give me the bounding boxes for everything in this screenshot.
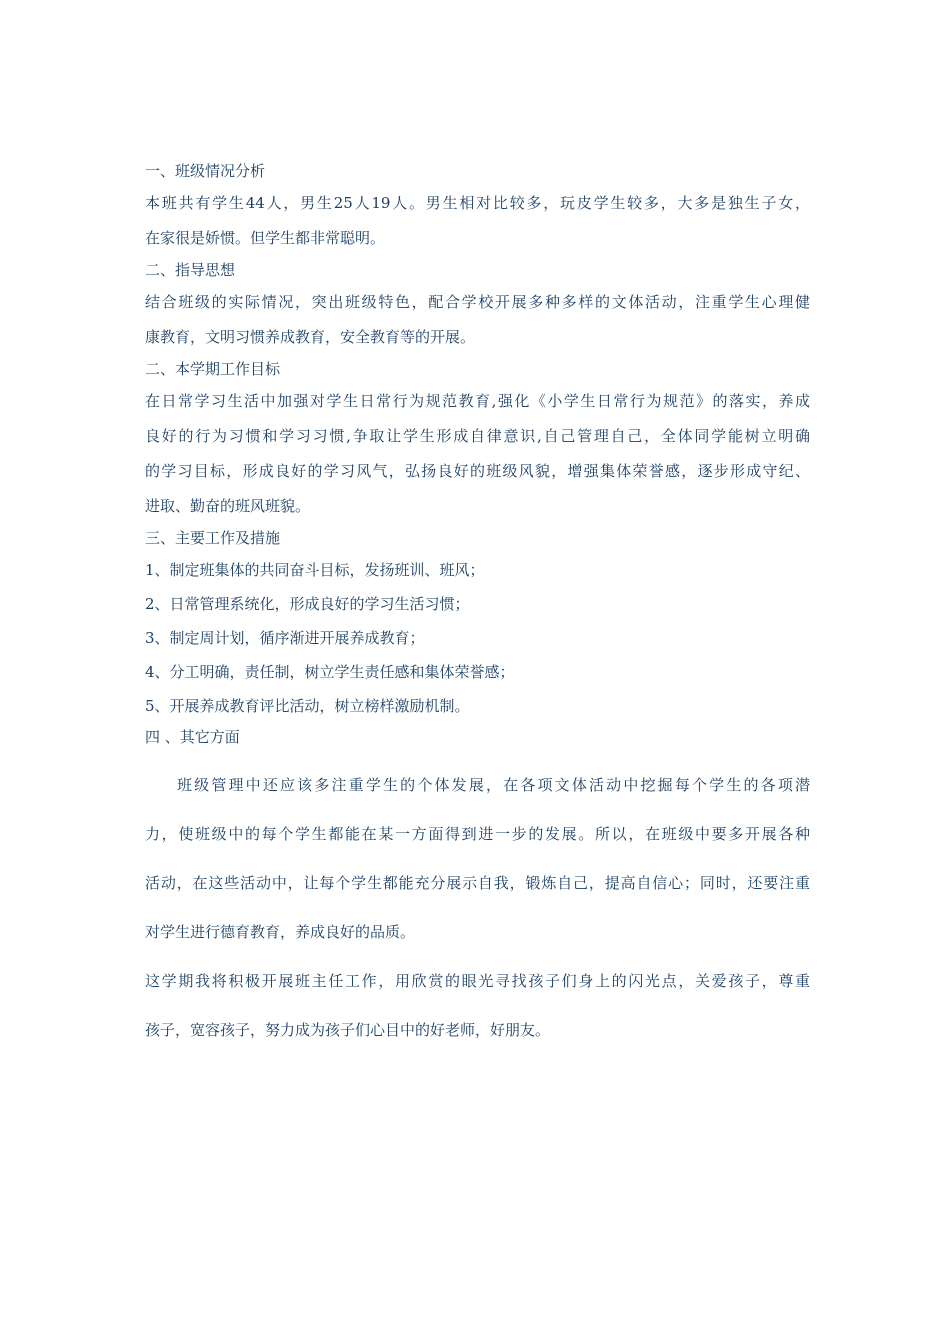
paragraph-line: 在家很是娇惯。但学生都非常聪明。 [145,229,386,247]
list-item: 1、制定班集体的共同奋斗目标，发扬班训、班风； [145,561,485,579]
closing-line: 孩子，宽容孩子，努力成为孩子们心目中的好老师，好朋友。 [145,1021,551,1039]
list-item: 2、日常管理系统化，形成良好的学习生活习惯； [145,595,470,613]
document-page [145,157,810,1055]
list-item: 5、开展养成教育评比活动，树立榜样激励机制。 [145,697,470,715]
section-heading-main-work: 三、主要工作及措施 [145,529,281,547]
paragraph-line: 结合班级的实际情况，突出班级特色，配合学校开展多种多样的文体活动，注重学生心理健 [145,293,810,311]
section-heading-class-analysis: 一、班级情况分析 [145,162,266,180]
list-item: 3、制定周计划，循序渐进开展养成教育； [145,629,425,647]
paragraph-line: 康教育，文明习惯养成教育，安全教育等的开展。 [145,328,476,346]
paragraph-line: 进取、勤奋的班风班貌。 [145,497,311,515]
section-heading-semester-goals: 二、本学期工作目标 [145,360,281,378]
section-heading-other-aspects: 四 、其它方面 [145,728,240,746]
paragraph-line: 班级管理中还应该多注重学生的个体发展，在各项文体活动中挖掘每个学生的各项潜 [177,776,810,794]
paragraph-line: 对学生进行德育教育，养成良好的品质。 [145,923,416,941]
paragraph-line: 活动，在这些活动中，让每个学生都能充分展示自我，锻炼自己，提高自信心；同时，还要注重 [145,874,810,892]
paragraph-line: 本班共有学生44人，男生25人19人。男生相对比较多，玩皮学生较多，大多是独生子女， [145,194,810,212]
closing-line: 这学期我将积极开展班主任工作，用欣赏的眼光寻找孩子们身上的闪光点，关爱孩子，尊重 [145,972,810,990]
paragraph-line: 的学习目标，形成良好的学习风气，弘扬良好的班级风貌，增强集体荣誉感，逐步形成守纪、 [145,462,810,480]
paragraph-line: 在日常学习生活中加强对学生日常行为规范教育,强化《小学生日常行为规范》的落实，养成 [145,392,810,410]
section-heading-guiding-ideas: 二、指导思想 [145,261,236,279]
paragraph-line: 力，使班级中的每个学生都能在某一方面得到进一步的发展。所以，在班级中要多开展各种 [145,825,810,843]
list-item: 4、分工明确，责任制，树立学生责任感和集体荣誉感； [145,663,515,681]
paragraph-line: 良好的行为习惯和学习习惯,争取让学生形成自律意识,自己管理自己，全体同学能树立明确 [145,427,810,445]
